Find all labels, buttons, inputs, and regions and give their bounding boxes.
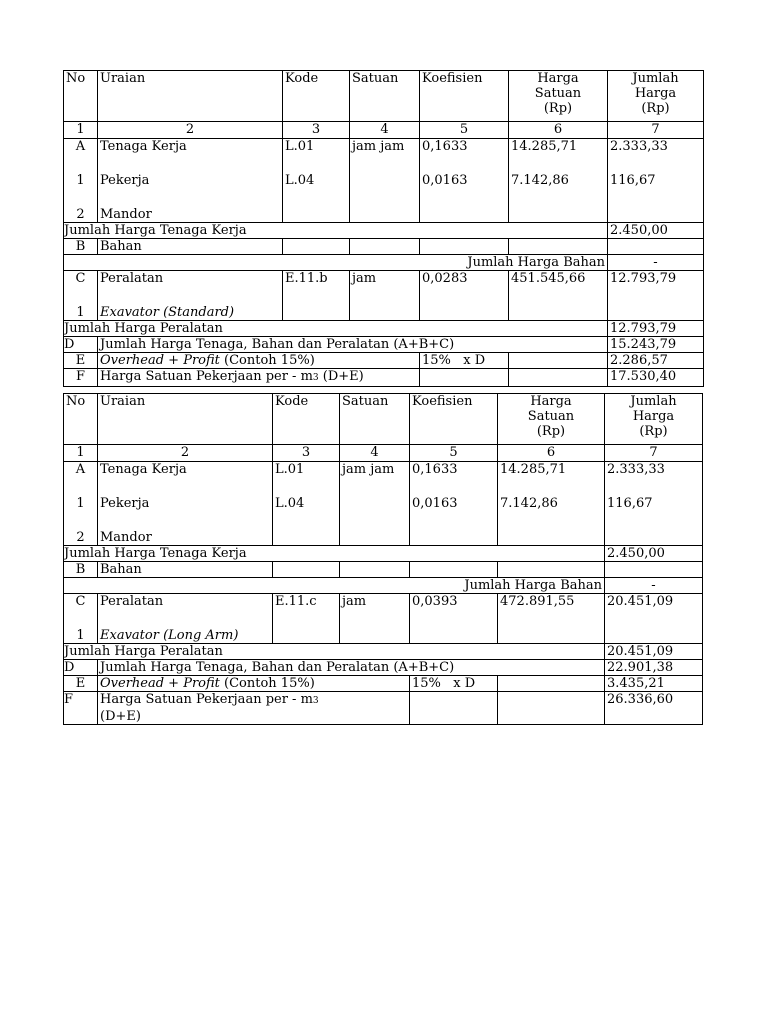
empty-cell (340, 562, 410, 578)
header-kode: Kode (273, 394, 340, 445)
header-koefisien: Koefisien (410, 394, 498, 445)
equipment-jumlah: 20.451,09 (605, 594, 703, 644)
empty-cell (498, 692, 605, 725)
item-kode-1: L.01 (275, 462, 305, 477)
header-harga-satuan: Harga Satuan (Rp) (498, 394, 605, 445)
section-b-label: Bahan (98, 562, 273, 578)
empty-cell (608, 239, 704, 255)
row-e (64, 676, 703, 692)
item-satuan-2: jam (370, 462, 395, 477)
tenaga-kerja-row (64, 462, 703, 546)
column-number: 4 (340, 445, 410, 462)
row-d (64, 337, 704, 353)
row-f (64, 692, 703, 725)
item-satuan (350, 139, 420, 223)
item-satuan (340, 462, 410, 546)
item-uraian: Pekerja (100, 496, 150, 511)
item-harga-satuan-2: 7.142,86 (500, 496, 558, 511)
item-jumlah-1: 2.333,33 (607, 462, 665, 477)
column-number: 3 (283, 122, 350, 139)
analysis-table-1 (63, 70, 704, 387)
empty-cell (283, 239, 350, 255)
harga-satuan-pekerjaan-label: Harga Satuan Pekerjaan per - m (100, 692, 313, 707)
header-koefisien: Koefisien (420, 71, 509, 122)
item-uraian: Mandor (100, 530, 152, 545)
header-harga-satuan: Harga Satuan (Rp) (509, 71, 608, 122)
total-bahan-row (64, 255, 704, 271)
row-e (64, 353, 704, 369)
item-uraian: Mandor (100, 207, 152, 222)
item-no: 1 (76, 173, 85, 188)
empty-cell (410, 692, 498, 725)
row-d (64, 660, 703, 676)
tenaga-kerja-row (64, 139, 704, 223)
peralatan-row (64, 594, 703, 644)
header-uraian: Uraian (98, 71, 283, 122)
column-number-row (64, 445, 703, 462)
equipment-kode: E.11.b (283, 271, 350, 321)
item-jumlah-1: 2.333,33 (610, 139, 668, 154)
empty-cell (509, 353, 608, 369)
section-label: Peralatan (100, 594, 164, 609)
equipment-koefisien: 0,0393 (410, 594, 498, 644)
item-kode-2: L.04 (275, 496, 305, 511)
column-number: 5 (420, 122, 509, 139)
section-letter: A (75, 462, 86, 477)
equipment-harga-satuan: 472.891,55 (498, 594, 605, 644)
total-tenaga-row (64, 223, 704, 239)
item-kode-2: L.04 (285, 173, 315, 188)
item-satuan-1: jam (352, 139, 377, 154)
unit-superscript: 3 (312, 696, 319, 706)
column-number: 4 (350, 122, 420, 139)
item-satuan-2: jam (380, 139, 405, 154)
row-e-label (98, 353, 420, 369)
row-e-factor: 15% x D (410, 676, 498, 692)
row-d-letter: D (64, 660, 98, 676)
row-f-label (98, 369, 420, 387)
item-koefisien-2: 0,0163 (422, 173, 468, 188)
item-no: 1 (76, 496, 85, 511)
section-letter: A (75, 139, 86, 154)
item-koefisien (410, 462, 498, 546)
item-harga-satuan-2: 7.142,86 (511, 173, 569, 188)
row-f-letter: F (64, 692, 98, 725)
item-jumlah (605, 462, 703, 546)
item-no: 2 (76, 207, 85, 222)
overhead-example-label: (Contoh 15%) (219, 676, 315, 691)
empty-cell (509, 369, 608, 387)
item-harga-satuan (498, 462, 605, 546)
total-peralatan-value: 12.793,79 (608, 321, 704, 337)
row-f-letter: F (64, 369, 98, 387)
section-letter: C (75, 271, 86, 286)
header-no: No (64, 71, 98, 122)
header-jumlah-harga: Jumlah Harga (Rp) (605, 394, 703, 445)
header-jumlah-harga: Jumlah Harga (Rp) (608, 71, 704, 122)
overhead-example-label: (Contoh 15%) (219, 353, 315, 368)
empty-cell (498, 562, 605, 578)
empty-cell (605, 562, 703, 578)
header-satuan: Satuan (340, 394, 410, 445)
item-jumlah-2: 116,67 (610, 173, 656, 188)
row-f-value: 26.336,60 (605, 692, 703, 725)
item-koefisien-1: 0,1633 (422, 139, 468, 154)
item-koefisien-2: 0,0163 (412, 496, 458, 511)
item-no: 1 (76, 305, 85, 320)
equipment-kode: E.11.c (273, 594, 340, 644)
item-satuan-1: jam (342, 462, 367, 477)
header-satuan: Satuan (350, 71, 420, 122)
total-bahan-label: Jumlah Harga Bahan (64, 578, 605, 594)
column-number: 1 (64, 445, 98, 462)
column-number: 7 (605, 445, 703, 462)
header-row (64, 71, 704, 122)
total-peralatan-value: 20.451,09 (605, 644, 703, 660)
total-tenaga-label: Jumlah Harga Tenaga Kerja (64, 223, 608, 239)
empty-cell (498, 676, 605, 692)
section-c-no (64, 271, 98, 321)
total-bahan-label: Jumlah Harga Bahan (64, 255, 608, 271)
section-label: Tenaga Kerja (100, 139, 187, 154)
row-e-letter: E (64, 353, 98, 369)
total-tenaga-label: Jumlah Harga Tenaga Kerja (64, 546, 605, 562)
total-bahan-value: - (605, 578, 703, 594)
total-peralatan-label: Jumlah Harga Peralatan (64, 321, 608, 337)
empty-cell (410, 562, 498, 578)
section-b-no: B (64, 562, 98, 578)
row-d-value: 15.243,79 (608, 337, 704, 353)
row-f-label (98, 692, 410, 725)
item-jumlah (608, 139, 704, 223)
row-f-value: 17.530,40 (608, 369, 704, 387)
row-d-label: Jumlah Harga Tenaga, Bahan dan Peralatan (A+B+C) (98, 660, 605, 676)
overhead-profit-label: Overhead + Profit (100, 353, 220, 368)
section-b-label: Bahan (98, 239, 283, 255)
row-e-value: 2.286,57 (608, 353, 704, 369)
row-f-suffix: (D+E) (318, 369, 364, 384)
total-peralatan-row (64, 321, 704, 337)
row-d-value: 22.901,38 (605, 660, 703, 676)
column-number: 6 (509, 122, 608, 139)
section-c-uraian (98, 594, 273, 644)
section-a-no (64, 139, 98, 223)
item-harga-satuan (509, 139, 608, 223)
section-letter: C (75, 594, 86, 609)
column-number: 3 (273, 445, 340, 462)
equipment-harga-satuan: 451.545,66 (509, 271, 608, 321)
column-number: 6 (498, 445, 605, 462)
section-label: Peralatan (100, 271, 164, 286)
total-tenaga-value: 2.450,00 (608, 223, 704, 239)
header-uraian: Uraian (98, 394, 273, 445)
item-harga-satuan-1: 14.285,71 (511, 139, 578, 154)
empty-cell (350, 239, 420, 255)
item-no: 2 (76, 530, 85, 545)
item-koefisien-1: 0,1633 (412, 462, 458, 477)
item-harga-satuan-1: 14.285,71 (500, 462, 567, 477)
row-f (64, 369, 704, 387)
section-label: Tenaga Kerja (100, 462, 187, 477)
item-jumlah-2: 116,67 (607, 496, 653, 511)
header-no: No (64, 394, 98, 445)
row-e-letter: E (64, 676, 98, 692)
row-d-letter: D (64, 337, 98, 353)
empty-cell (420, 369, 509, 387)
equipment-satuan: jam (340, 594, 410, 644)
bahan-row (64, 562, 703, 578)
total-bahan-row (64, 578, 703, 594)
section-c-no (64, 594, 98, 644)
overhead-profit-label: Overhead + Profit (100, 676, 220, 691)
total-peralatan-label: Jumlah Harga Peralatan (64, 644, 605, 660)
column-number: 7 (608, 122, 704, 139)
total-bahan-value: - (608, 255, 704, 271)
row-f-suffix: (D+E) (100, 709, 141, 724)
section-a-uraian (98, 462, 273, 546)
item-kode (283, 139, 350, 223)
row-e-label (98, 676, 410, 692)
total-tenaga-row (64, 546, 703, 562)
unit-superscript: 3 (312, 373, 319, 383)
section-c-uraian (98, 271, 283, 321)
column-number-row (64, 122, 704, 139)
item-koefisien (420, 139, 509, 223)
row-d-label: Jumlah Harga Tenaga, Bahan dan Peralatan (A+B+C) (98, 337, 608, 353)
equipment-name: Exavator (Standard) (100, 305, 235, 320)
item-kode-1: L.01 (285, 139, 315, 154)
section-b-no: B (64, 239, 98, 255)
row-e-value: 3.435,21 (605, 676, 703, 692)
item-kode (273, 462, 340, 546)
column-number: 5 (410, 445, 498, 462)
empty-cell (420, 239, 509, 255)
empty-cell (509, 239, 608, 255)
equipment-name: Exavator (Long Arm) (100, 628, 239, 643)
column-number: 1 (64, 122, 98, 139)
section-a-no (64, 462, 98, 546)
equipment-satuan: jam (350, 271, 420, 321)
bahan-row (64, 239, 704, 255)
equipment-koefisien: 0,0283 (420, 271, 509, 321)
peralatan-row (64, 271, 704, 321)
equipment-jumlah: 12.793,79 (608, 271, 704, 321)
total-peralatan-row (64, 644, 703, 660)
row-e-factor: 15% x D (420, 353, 509, 369)
header-kode: Kode (283, 71, 350, 122)
column-number: 2 (98, 122, 283, 139)
harga-satuan-pekerjaan-label: Harga Satuan Pekerjaan per - m (100, 369, 313, 384)
section-a-uraian (98, 139, 283, 223)
header-row (64, 394, 703, 445)
item-no: 1 (76, 628, 85, 643)
analysis-table-2 (63, 393, 703, 725)
column-number: 2 (98, 445, 273, 462)
total-tenaga-value: 2.450,00 (605, 546, 703, 562)
item-uraian: Pekerja (100, 173, 150, 188)
empty-cell (273, 562, 340, 578)
